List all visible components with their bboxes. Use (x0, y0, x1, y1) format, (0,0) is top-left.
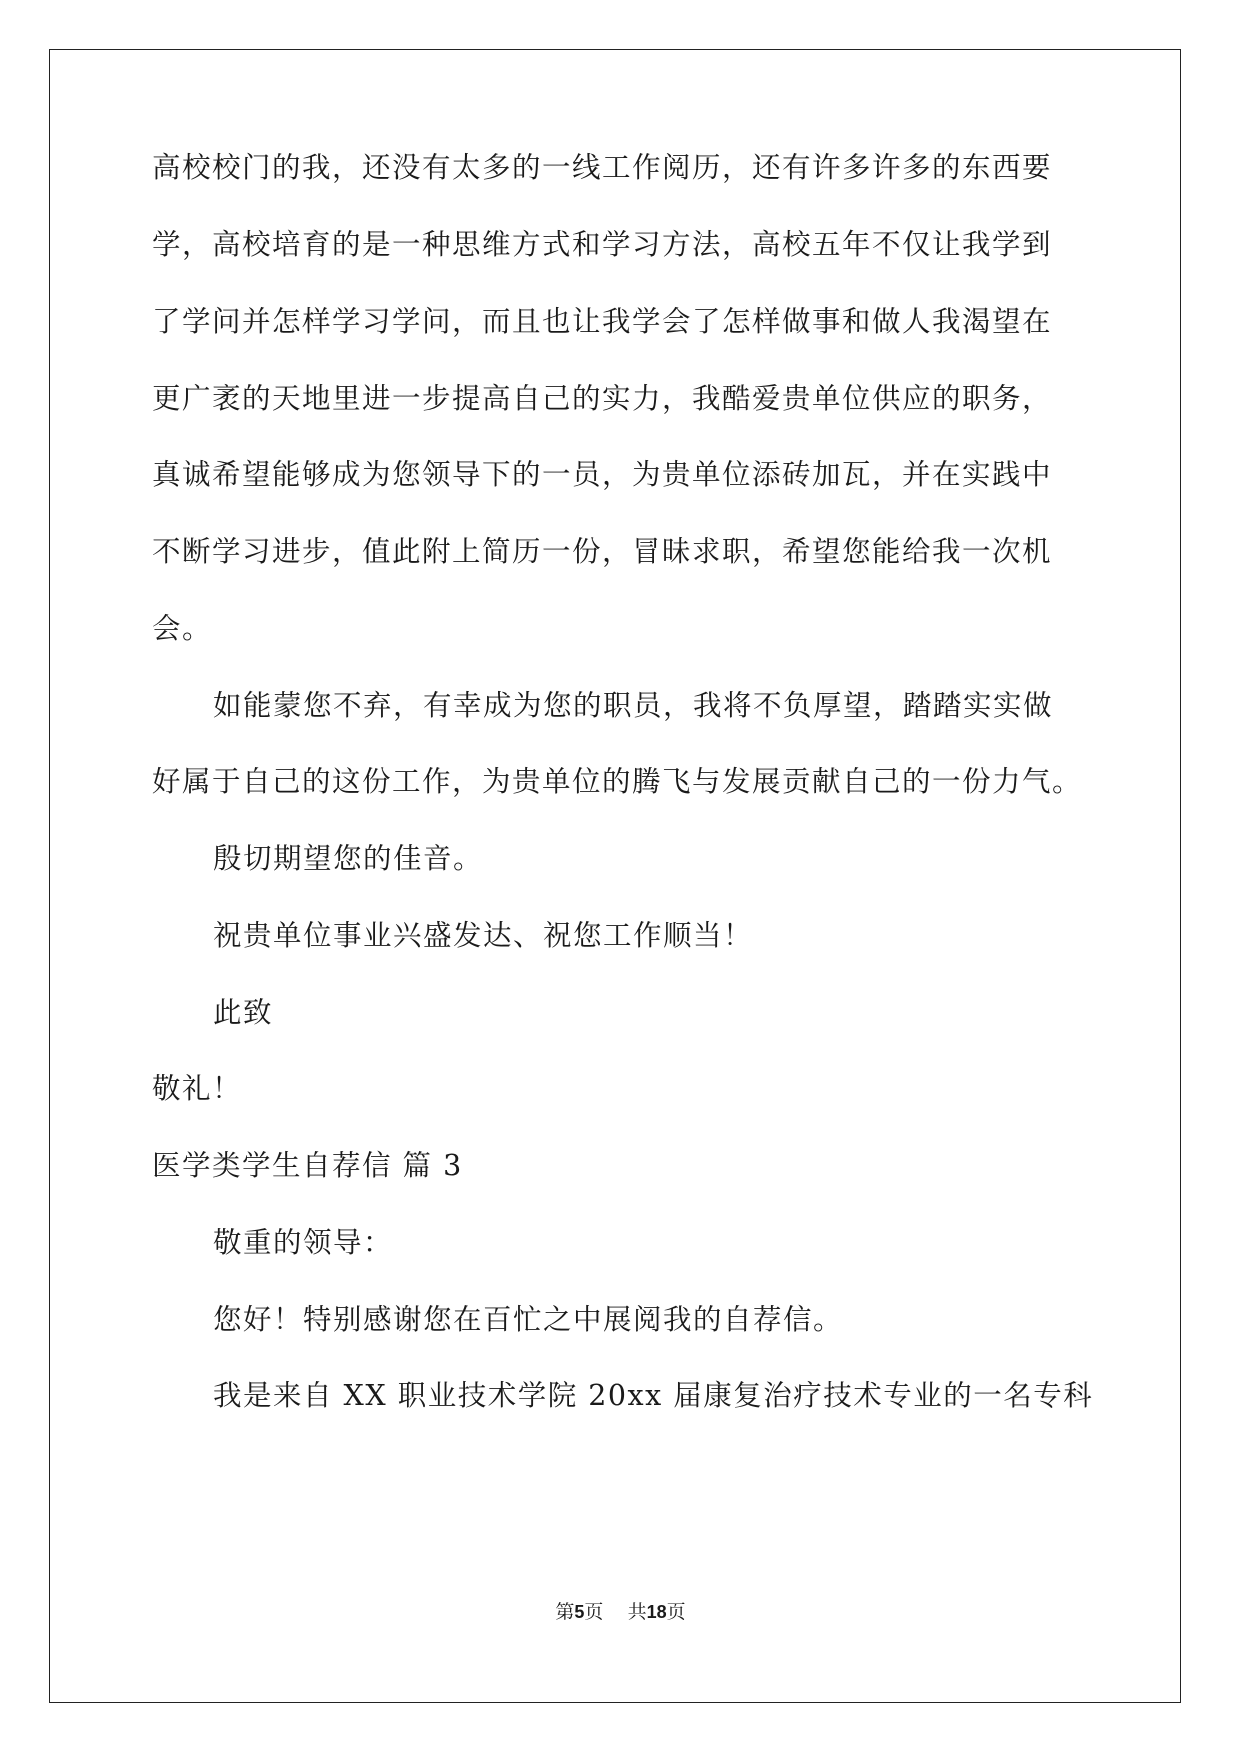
closing-wish-line: 祝贵单位事业兴盛发达、祝您工作顺当！ (213, 919, 754, 952)
body-line-5: 真诚希望能够成为您领导下的一员，为贵单位添砖加瓦，并在实践中 (152, 458, 1053, 491)
footer-total-pages: 18 (646, 1602, 667, 1622)
self-intro-line: 我是来自 XX 职业技术学院 20xx 届康复治疗技术专业的一名专科 (213, 1379, 1094, 1412)
footer-total-suffix: 页 (666, 1601, 686, 1623)
intro-line: 您好！特别感谢您在百忙之中展阅我的自荐信。 (213, 1303, 844, 1336)
salutation-cizhi: 此致 (213, 996, 274, 1029)
footer-page-suffix: 页 (584, 1601, 604, 1623)
closing-hope-line: 殷切期望您的佳音。 (213, 842, 484, 875)
page-footer (0, 1600, 1241, 1624)
section-heading: 医学类学生自荐信 篇 3 (152, 1149, 463, 1182)
body-line-4: 更广袤的天地里进一步提高自己的实力，我酷爱贵单位供应的职务， (152, 382, 1053, 415)
footer-page-number: 5 (574, 1602, 585, 1622)
greeting-line: 敬重的领导： (213, 1226, 394, 1259)
paragraph-line-2: 好属于自己的这份工作，为贵单位的腾飞与发展贡献自己的一份力气。 (152, 765, 1083, 798)
paragraph-line-1: 如能蒙您不弃，有幸成为您的职员，我将不负厚望，踏踏实实做 (213, 689, 1054, 722)
body-line-3: 了学问并怎样学习学问，而且也让我学会了怎样做事和做人我渴望在 (152, 305, 1053, 338)
footer-prefix: 第 (555, 1601, 575, 1623)
body-line-2: 学，高校培育的是一种思维方式和学习方法，高校五年不仅让我学到 (152, 228, 1053, 261)
body-line-7: 会。 (152, 612, 213, 645)
salutation-jingli: 敬礼！ (152, 1072, 243, 1105)
body-line-6: 不断学习进步，值此附上简历一份，冒昧求职，希望您能给我一次机 (152, 535, 1053, 568)
body-line-1: 高校校门的我，还没有太多的一线工作阅历，还有许多许多的东西要 (152, 151, 1053, 184)
footer-total-prefix: 共 (627, 1601, 647, 1623)
